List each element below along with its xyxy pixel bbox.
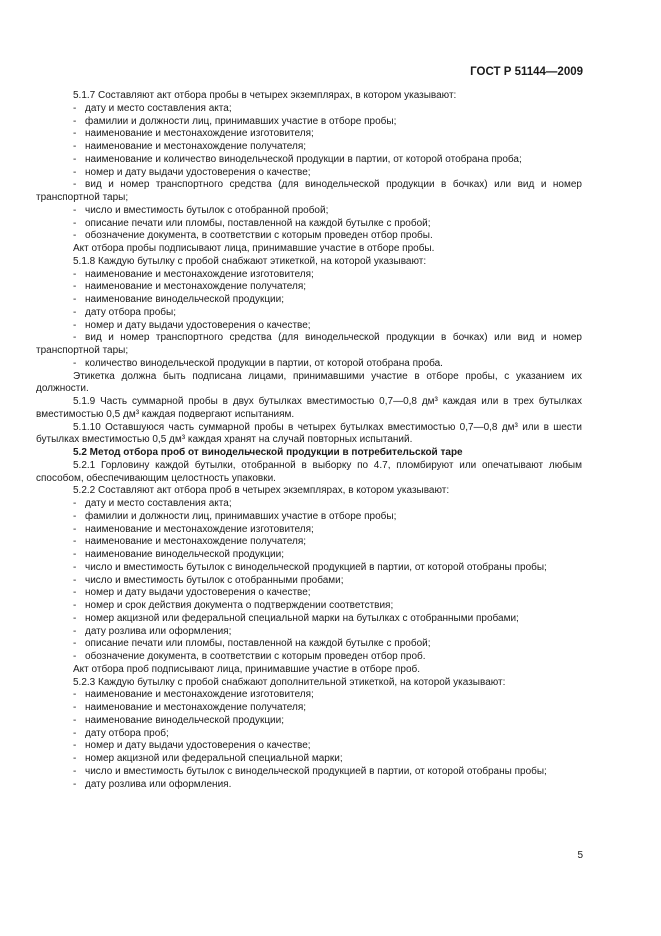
list-dash-marker: - xyxy=(73,778,77,790)
list-dash-marker: - xyxy=(73,638,77,650)
list-dash-marker: - xyxy=(73,740,77,752)
list-dash-marker: - xyxy=(73,561,77,573)
list-item-text: дату отбора проб; xyxy=(85,727,169,739)
list-item-text: количество винодельческой продукции в партии, от которой отобрана проба. xyxy=(85,357,443,369)
list-item xyxy=(36,626,582,639)
paragraph: Акт отбора проб подписывают лица, принимавшие участие в отборе проб. xyxy=(73,663,421,675)
list-dash-marker: - xyxy=(73,153,77,165)
list-item-text: число и вместимость бутылок с винодельческой продукцией в партии, от которой отобраны пробы; xyxy=(85,561,547,573)
list-dash-marker: - xyxy=(73,714,77,726)
list-item-text: наименование и местонахождение получателя; xyxy=(85,702,307,713)
list-dash-marker: - xyxy=(73,268,77,280)
list-item-text: номер и дату выдачи удостоверения о качестве; xyxy=(85,166,311,178)
list-item-text: номер и дату выдачи удостоверения о качестве; xyxy=(85,319,311,331)
list-dash-marker: - xyxy=(73,294,77,305)
list-dash-marker: - xyxy=(73,166,77,178)
list-item-text: номер акцизной или федеральной специальной марки на бутылках с отобранными пробами; xyxy=(85,612,519,624)
list-item xyxy=(36,562,582,575)
list-dash-marker: - xyxy=(73,204,77,216)
list-item xyxy=(36,179,582,205)
list-item-text: вид и номер транспортного средства (для винодельческой продукции в бочках) или вид и номер транспортной тары; xyxy=(36,332,582,356)
paragraph: 5.1.10 Оставшуюся часть суммарной пробы в четырех бутылках вместимостью 0,7—0,8 дм³ или в шести бутылках вместимостью 0,5 дм³ каждая хранят на случай повторных испытаний. xyxy=(36,421,582,446)
list-item xyxy=(36,218,582,231)
list-item-text: число и вместимость бутылок с отобранными пробами; xyxy=(85,574,344,586)
list-item xyxy=(36,766,582,779)
list-item xyxy=(36,600,582,613)
list-item xyxy=(36,307,582,320)
list-item xyxy=(36,779,582,792)
list-item xyxy=(36,715,582,728)
list-item-text: номер и дату выдачи удостоверения о качестве; xyxy=(85,740,311,752)
list-item-text: описание печати или пломбы, поставленной на каждой бутылке с пробой; xyxy=(85,638,431,650)
list-item xyxy=(36,524,582,537)
list-item xyxy=(36,702,582,715)
list-item xyxy=(36,320,582,333)
list-dash-marker: - xyxy=(73,498,77,509)
list-dash-marker: - xyxy=(73,281,77,293)
list-item-text: номер и срок действия документа о подтверждении соответствия; xyxy=(85,600,394,611)
list-dash-marker: - xyxy=(73,217,77,229)
list-dash-marker: - xyxy=(73,612,77,624)
list-dash-marker: - xyxy=(73,510,77,522)
list-item-text: наименование и местонахождение изготовителя; xyxy=(85,268,314,280)
paragraph: 5.2.2 Составляют акт отбора проб в четырех экземплярах, в котором указывают: xyxy=(73,485,450,497)
list-item-text: номер и дату выдачи удостоверения о качестве; xyxy=(85,587,311,599)
list-dash-marker: - xyxy=(73,702,77,713)
list-dash-marker: - xyxy=(73,651,77,662)
list-item xyxy=(36,549,582,562)
list-item-text: дату и место составления акта; xyxy=(85,498,232,509)
paragraph: Этикетка должна быть подписана лицами, принимавшими участие в отборе пробы, с указанием их должности. xyxy=(36,370,582,395)
list-dash-marker: - xyxy=(73,574,77,586)
list-dash-marker: - xyxy=(73,727,77,739)
list-dash-marker: - xyxy=(73,600,77,611)
list-item xyxy=(36,511,582,524)
paragraph: 5.1.9 Часть суммарной пробы в двух бутылках вместимостью 0,7—0,8 дм³ каждая или в трех бутылках вместимостью 0,5 дм³ каждая подвергают испытаниям. xyxy=(36,396,582,420)
paragraph: 5.1.8 Каждую бутылку с пробой снабжают этикеткой, на которой указывают: xyxy=(73,255,427,267)
list-item xyxy=(36,613,582,626)
list-dash-marker: - xyxy=(73,179,77,191)
list-dash-marker: - xyxy=(73,523,77,535)
list-item-text: описание печати или пломбы, поставленной на каждой бутылке с пробой; xyxy=(85,217,431,229)
list-item xyxy=(36,281,582,294)
list-item-text: наименование и местонахождение изготовителя; xyxy=(85,128,314,140)
list-dash-marker: - xyxy=(73,536,77,548)
list-item-text: наименование и количество винодельческой продукции в партии, от которой отобрана проба; xyxy=(85,153,522,165)
list-item xyxy=(36,128,582,141)
list-dash-marker: - xyxy=(73,332,77,344)
list-item-text: вид и номер транспортного средства (для винодельческой продукции в бочках) или вид и номер транспортной тары; xyxy=(36,179,582,203)
list-item xyxy=(36,269,582,282)
list-item-text: дату и место составления акта; xyxy=(85,102,232,114)
list-item xyxy=(36,167,582,180)
list-item-text: дату отбора пробы; xyxy=(85,306,176,318)
list-item xyxy=(36,141,582,154)
list-item-text: наименование и местонахождение получателя; xyxy=(85,281,307,293)
list-item xyxy=(36,498,582,511)
list-item-text: дату розлива или оформления. xyxy=(85,778,232,790)
list-item xyxy=(36,536,582,549)
list-item xyxy=(36,116,582,129)
list-dash-marker: - xyxy=(73,549,77,560)
list-dash-marker: - xyxy=(73,765,77,777)
list-dash-marker: - xyxy=(73,306,77,318)
list-dash-marker: - xyxy=(73,115,77,127)
document-code-header: ГОСТ Р 51144—2009 xyxy=(470,66,583,78)
list-item xyxy=(36,689,582,702)
list-item-text: фамилии и должности лиц, принимавших участие в отборе пробы; xyxy=(85,510,397,522)
list-item xyxy=(36,154,582,167)
list-dash-marker: - xyxy=(73,689,77,701)
list-item-text: дату розлива или оформления; xyxy=(85,625,232,637)
list-item-text: наименование винодельческой продукции; xyxy=(85,714,284,726)
list-dash-marker: - xyxy=(73,587,77,599)
list-item-text: число и вместимость бутылок с винодельческой продукцией в партии, от которой отобраны пробы; xyxy=(85,765,547,777)
list-dash-marker: - xyxy=(73,753,77,764)
list-item-text: наименование винодельческой продукции; xyxy=(85,549,284,560)
list-item xyxy=(36,332,582,358)
list-dash-marker: - xyxy=(73,625,77,637)
list-item-text: обозначение документа, в соответствии с которым проведен отбор проб. xyxy=(85,651,426,662)
list-item xyxy=(36,651,582,664)
list-item xyxy=(36,753,582,766)
list-dash-marker: - xyxy=(73,357,77,369)
list-item xyxy=(36,205,582,218)
list-item-text: наименование и местонахождение изготовителя; xyxy=(85,689,314,701)
page-number: 5 xyxy=(577,850,583,861)
list-item-text: номер акцизной или федеральной специальной марки; xyxy=(85,753,343,764)
list-dash-marker: - xyxy=(73,128,77,140)
paragraph: 5.1.7 Составляют акт отбора пробы в четырех экземплярах, в котором указывают: xyxy=(73,90,457,101)
list-item xyxy=(36,103,582,116)
list-item xyxy=(36,230,582,243)
document-body xyxy=(36,90,582,791)
list-item xyxy=(36,294,582,307)
list-item-text: наименование винодельческой продукции; xyxy=(85,294,284,305)
list-item xyxy=(36,358,582,371)
list-dash-marker: - xyxy=(73,102,77,114)
list-item-text: фамилии и должности лиц, принимавших участие в отборе пробы; xyxy=(85,115,397,127)
list-item-text: наименование и местонахождение получателя; xyxy=(85,536,307,548)
list-item xyxy=(36,728,582,741)
list-dash-marker: - xyxy=(73,141,77,152)
list-dash-marker: - xyxy=(73,319,77,331)
paragraph: Акт отбора пробы подписывают лица, принимавшие участие в отборе пробы. xyxy=(73,243,435,254)
paragraph: 5.2.3 Каждую бутылку с пробой снабжают дополнительной этикеткой, на которой указывают: xyxy=(73,676,506,688)
list-item-text: наименование и местонахождение получателя; xyxy=(85,141,307,152)
list-item xyxy=(36,587,582,600)
section-heading: 5.2 Метод отбора проб от винодельческой продукции в потребительской таре xyxy=(73,447,463,458)
list-item xyxy=(36,740,582,753)
list-item-text: обозначение документа, в соответствии с которым проведен отбор пробы. xyxy=(85,230,433,242)
list-item xyxy=(36,638,582,651)
list-item-text: число и вместимость бутылок с отобранной пробой; xyxy=(85,204,329,216)
paragraph: 5.2.1 Горловину каждой бутылки, отобранной в выборку по 4.7, пломбируют или опечатывают любым способом, обеспечивающим целостность упаковки. xyxy=(36,459,582,484)
list-dash-marker: - xyxy=(73,230,77,242)
list-item xyxy=(36,575,582,588)
list-item-text: наименование и местонахождение изготовителя; xyxy=(85,523,314,535)
